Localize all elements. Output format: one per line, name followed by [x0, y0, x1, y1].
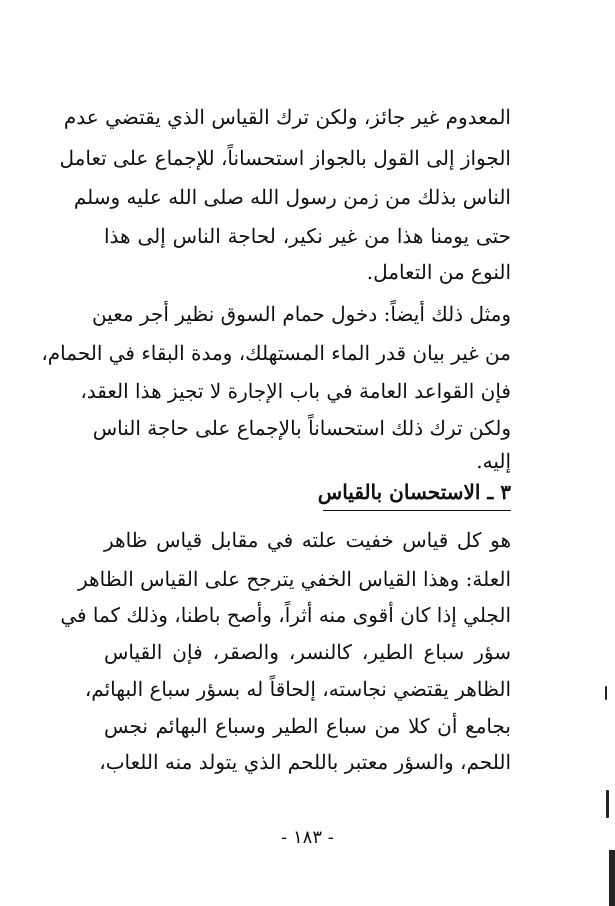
paragraph-2-line-5: إليه.: [476, 449, 511, 473]
scan-mark: [605, 686, 607, 700]
paragraph-1-line-5: النوع من التعامل.: [366, 260, 511, 284]
paragraph-1-line-1: المعدوم غير جائز، ولكن ترك القياس الذي يقتضي عدم: [63, 105, 511, 129]
paragraph-2-line-3: فإن القواعد العامة في باب الإجارة لا تجيز هذا العقد،: [80, 379, 511, 403]
paragraph-1-line-4: حتى يومنا هذا من غير نكير، لحاجة الناس إلى هذا: [104, 224, 511, 248]
paragraph-1-line-3: الناس بذلك من زمن رسول الله صلى الله عليه وسلم: [73, 185, 511, 209]
section-heading-underline: [323, 510, 511, 511]
scan-edge-shadow: [609, 850, 615, 906]
section-body-line-4: سؤر سباع الطير، كالنسر، والصقر، فإن القياس: [104, 640, 511, 664]
section-body-line-1: هو كل قياس خفيت علته في مقابل قياس ظاهر: [104, 528, 511, 552]
page-number: - ١٨٣ -: [281, 827, 334, 848]
paragraph-2-line-1: ومثل ذلك أيضاً: دخول حمام السوق نظير أجر معين: [91, 302, 511, 326]
section-body-line-6: بجامع أن كلا من سباع الطير وسباع البهائم نجس: [104, 714, 511, 738]
section-body-line-2: العلة: وهذا القياس الخفي يترجح على القياس الظاهر: [78, 567, 511, 591]
section-body-line-3: الجلي إذا كان أقوى منه أثراً، وأصح باطنا، وذلك كما في: [60, 603, 511, 627]
scan-mark: [606, 790, 609, 818]
section-body-line-7: اللحم، والسؤر معتبر باللحم الذي يتولد منه اللعاب،: [99, 750, 511, 774]
paragraph-1-line-2: الجواز إلى القول بالجواز استحساناً، للإجماع على تعامل: [59, 146, 511, 170]
section-heading: ٣ ـ الاستحسان بالقياس: [317, 480, 511, 504]
section-body-line-5: الظاهر يقتضي نجاسته، إلحاقاً له بسؤر سباع البهائم،: [84, 677, 511, 701]
paragraph-2-line-4: ولكن ترك ذلك استحساناً بالإجماع على حاجة الناس: [92, 416, 511, 440]
paragraph-2-line-2: من غير بيان قدر الماء المستهلك، ومدة البقاء في الحمام،: [41, 341, 511, 365]
